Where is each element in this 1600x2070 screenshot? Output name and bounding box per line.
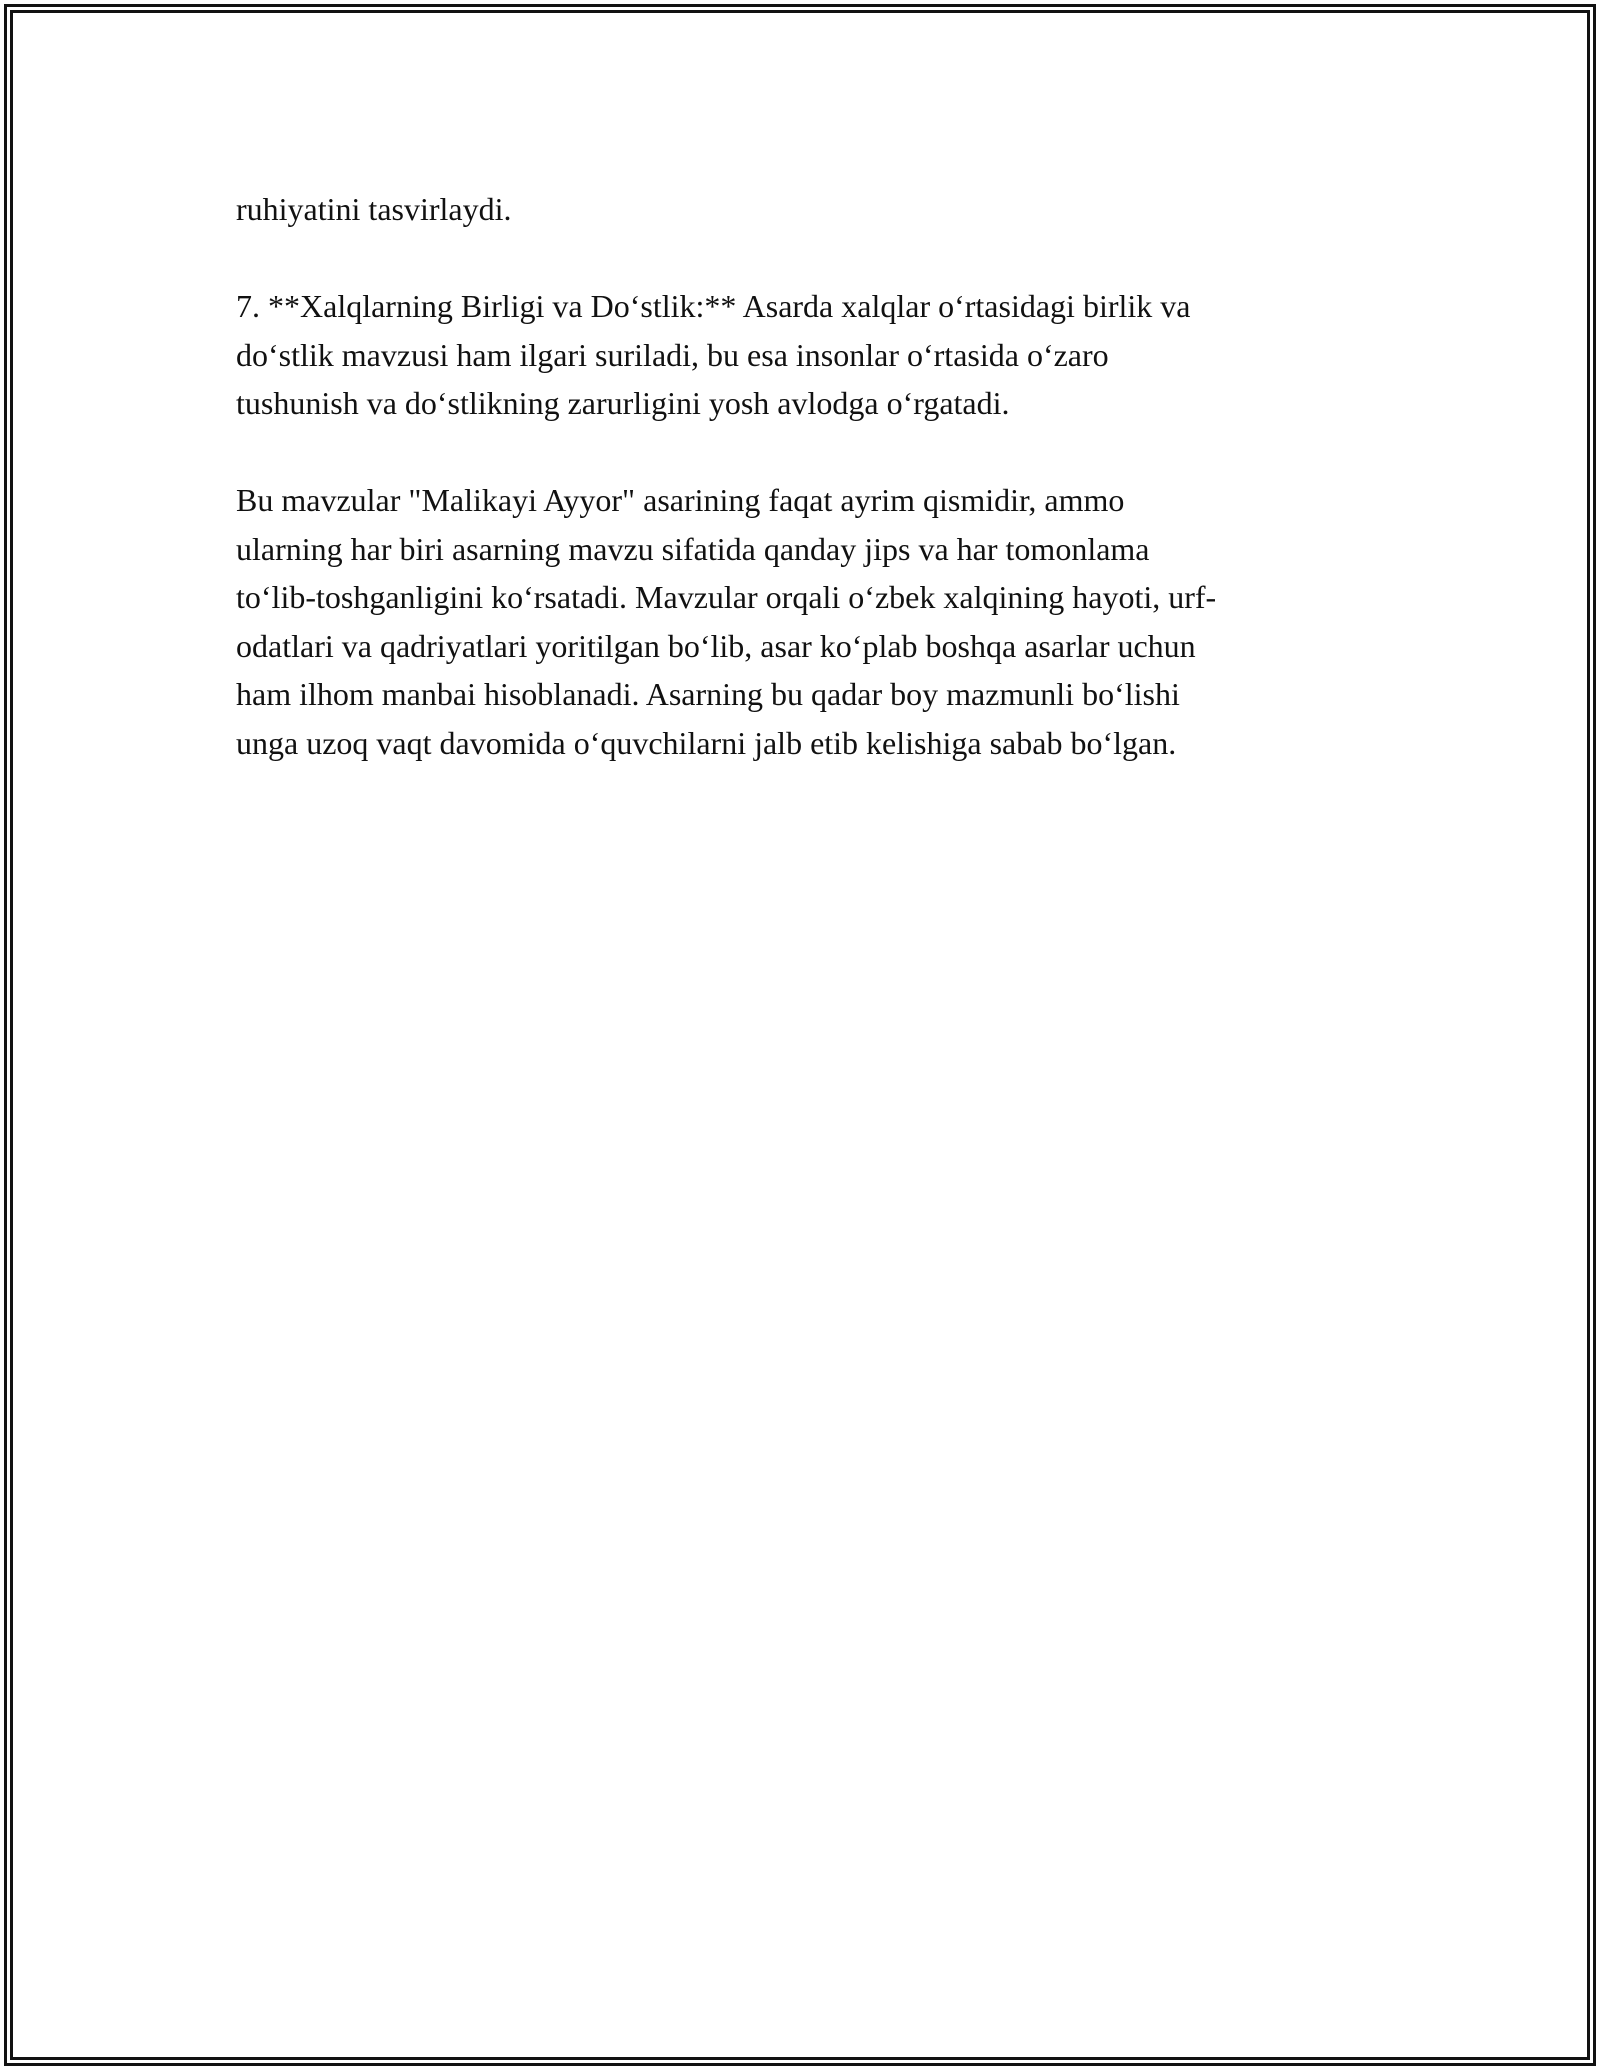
text-line: unga uzoq vaqt davomida o‘quvchilarni jalb etib kelishiga sabab bo‘lgan. bbox=[236, 724, 1177, 761]
text-line: ham ilhom manbai hisoblanadi. Asarning bu qadar boy mazmunli bo‘lishi bbox=[236, 676, 1180, 712]
document-body bbox=[236, 185, 1366, 816]
text-line: 7. **Xalqlarning Birligi va Do‘stlik:** Asarda xalqlar o‘rtasidagi birlik va bbox=[236, 288, 1191, 324]
text-line: tushunish va do‘stlikning zarurligini yosh avlodga o‘rgatadi. bbox=[236, 385, 1010, 421]
paragraph-continuation bbox=[236, 185, 1366, 234]
paragraph-item-7 bbox=[236, 282, 1366, 428]
text-line: do‘stlik mavzusi ham ilgari suriladi, bu esa insonlar o‘rtasida o‘zaro bbox=[236, 336, 1109, 373]
text-line: ruhiyatini tasvirlaydi. bbox=[236, 191, 512, 227]
text-line: to‘lib-toshganligini ko‘rsatadi. Mavzular orqali o‘zbek xalqining hayoti, urf- bbox=[236, 579, 1217, 615]
text-line: ularning har biri asarning mavzu sifatida qanday jips va har tomonlama bbox=[236, 530, 1150, 567]
text-line: Bu mavzular "Malikayi Ayyor" asarining faqat ayrim qismidir, ammo bbox=[236, 482, 1125, 518]
text-line: odatlari va qadriyatlari yoritilgan bo‘lib, asar ko‘plab boshqa asarlar uchun bbox=[236, 627, 1196, 664]
paragraph-conclusion bbox=[236, 476, 1366, 767]
